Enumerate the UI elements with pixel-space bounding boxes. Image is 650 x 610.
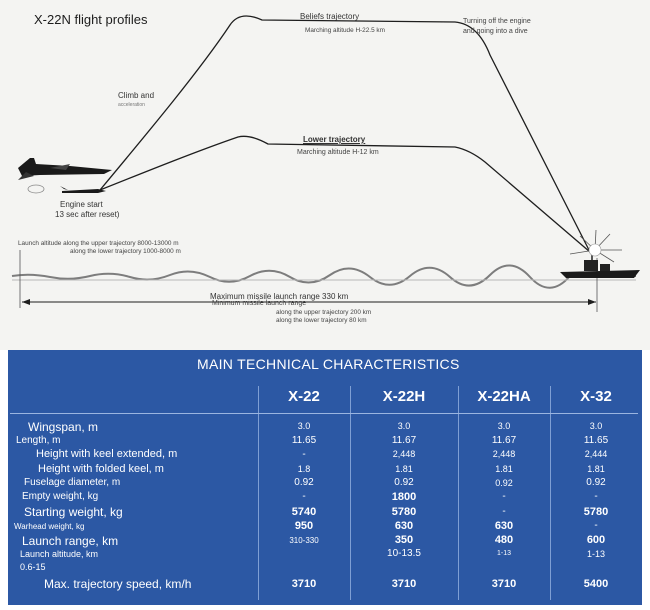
lower-trajectory-label: Lower trajectory (303, 135, 366, 144)
table-cell: 2,448 (392, 449, 416, 459)
technical-characteristics-panel (8, 350, 642, 605)
table-cell: 5740 (291, 506, 317, 518)
table-cell: 3710 (291, 578, 317, 590)
dive-label: Turning off the engine (463, 18, 531, 25)
table-cell: 0.92 (495, 478, 513, 488)
min-range-lower-label: along the lower trajectory 80 km (276, 317, 367, 324)
column-header: X-22H (382, 388, 426, 405)
table-cell: 350 (394, 534, 414, 546)
table-cell: 1-13 (496, 550, 511, 557)
row-label: Warhead weight, kg (14, 522, 85, 531)
table-cell: 0.92 (586, 477, 606, 488)
table-cell: 0.92 (394, 477, 414, 488)
upper-trajectory-label: Beliefs trajectory (300, 12, 360, 21)
row-label: Wingspan, m (28, 420, 99, 434)
table-cell: 1800 (391, 491, 417, 503)
missile-icon (28, 185, 106, 193)
upper-trajectory-line (100, 16, 590, 252)
engine-start-label-line2: 13 sec after reset) (55, 210, 120, 219)
bomber-aircraft-icon (18, 158, 112, 180)
column-header: X-22HA (477, 388, 531, 405)
dive-label-line2: and going into a dive (463, 28, 528, 35)
row-label: Launch altitude, km (20, 549, 99, 559)
table-cell: 11.67 (491, 435, 517, 446)
table-cell: 630 (394, 520, 414, 532)
row-label: Launch range, km (22, 534, 119, 548)
table-cell: 0.92 (294, 477, 314, 488)
table-cell: 3710 (391, 578, 417, 590)
row-label: Starting weight, kg (24, 505, 123, 519)
table-cell: 1.8 (297, 464, 311, 474)
table-cell: 10-13.5 (387, 548, 421, 559)
table-cell: - (502, 491, 506, 502)
launch-altitude-label-line2: along the lower trajectory 1000-8000 m (70, 248, 181, 255)
min-range-upper-label: along the upper trajectory 200 km (276, 309, 372, 316)
table-cell: 1.81 (587, 464, 605, 474)
row-label: Max. trajectory speed, km/h (44, 577, 192, 591)
table-cell: - (594, 520, 598, 531)
table-cell: 3710 (491, 578, 517, 590)
table-cell: 3.0 (297, 421, 311, 431)
table-cell: 3.0 (589, 421, 603, 431)
table-cell: 480 (494, 534, 514, 546)
max-range-label: Maximum missile launch range 330 km (210, 292, 349, 301)
diagram-title: X-22N flight profiles (34, 12, 148, 27)
column-header: X-22 (288, 388, 320, 405)
climb-label-line2: acceleration (118, 102, 145, 108)
table-cell: 2,448 (492, 449, 516, 459)
table-cell: - (502, 506, 506, 517)
table-cell: 11.65 (583, 435, 609, 446)
launch-altitude-label: Launch altitude along the upper trajectory 8000-13000 m (18, 240, 179, 247)
table-cell: - (302, 449, 306, 460)
water-surface (12, 265, 636, 287)
lower-altitude-label: Marching altitude H-12 km (297, 149, 379, 156)
table-cell: 630 (494, 520, 514, 532)
min-range-label: Minimum missile launch range (212, 300, 307, 307)
table-cell: 1.81 (395, 464, 413, 474)
table-cell: - (594, 491, 598, 502)
row-label: Height with keel extended, m (36, 448, 178, 460)
table-cell: - (302, 491, 306, 502)
row-label: Empty weight, kg (22, 491, 99, 502)
row-label: Length, m (16, 435, 61, 446)
engine-start-label: Engine start (60, 200, 103, 209)
table-cell: 5780 (583, 506, 609, 518)
table-cell: 310-330 (289, 536, 319, 545)
row-label: Fuselage diameter, m (24, 477, 121, 488)
table-cell: 600 (586, 534, 606, 546)
table-cell: 3.0 (397, 421, 411, 431)
table-cell: 1-13 (586, 549, 605, 559)
table-cell: 11.67 (391, 435, 417, 446)
panel-title: MAIN TECHNICAL CHARACTERISTICS (197, 356, 460, 372)
table-cell: 2,444 (584, 449, 608, 459)
table-cell: 950 (294, 520, 314, 532)
table-cell: 11.65 (291, 435, 317, 446)
table-cell: 3.0 (497, 421, 511, 431)
header-rule (10, 413, 638, 414)
row-label: Height with folded keel, m (38, 463, 164, 475)
column-header: X-32 (580, 388, 612, 405)
table-cell: 5780 (391, 506, 417, 518)
table-cell: 5400 (583, 578, 609, 590)
climb-label: Climb and (118, 91, 155, 100)
table-cell: 1.81 (495, 464, 513, 474)
upper-altitude-label: Marching altitude H-22.5 km (305, 27, 385, 34)
row-label: 0.6-15 (20, 562, 46, 572)
